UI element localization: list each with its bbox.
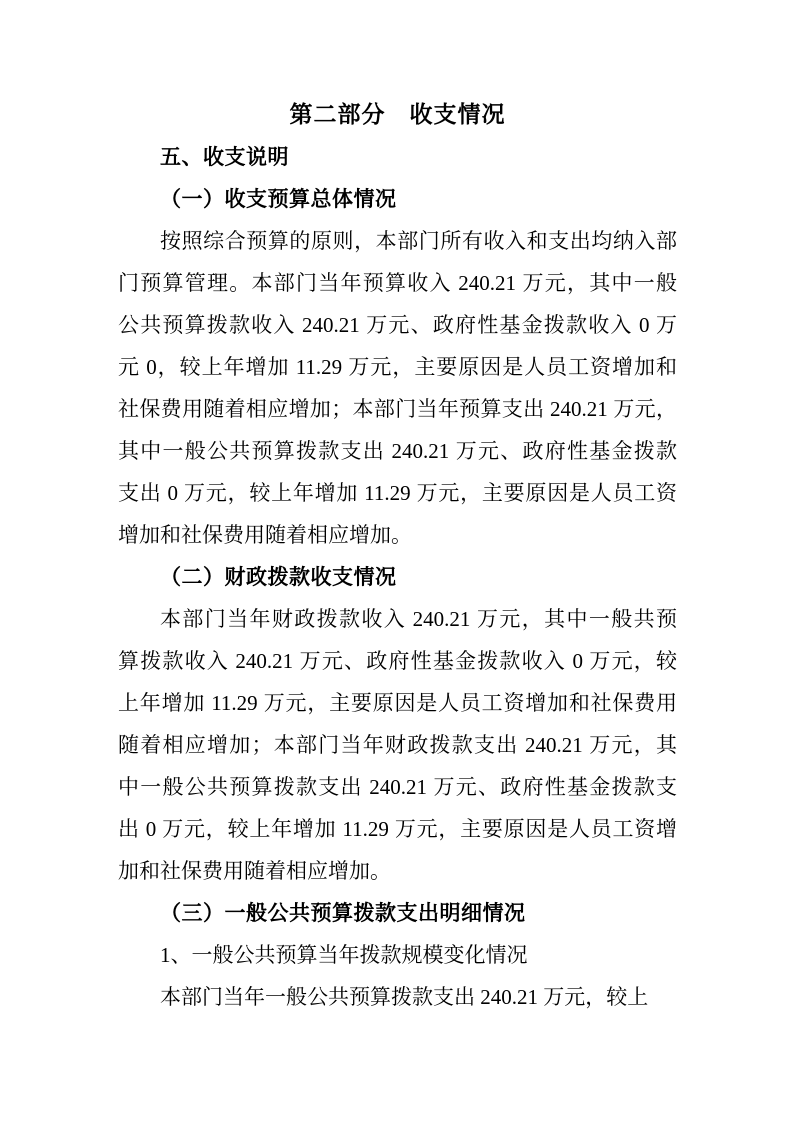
paragraph-line: 出 0 万元，较上年增加 11.29 万元，主要原因是人员工资增 bbox=[118, 817, 677, 841]
paragraph-appropriation-scale-change bbox=[118, 976, 677, 1018]
paragraph-line: 随着相应增加；本部门当年财政拨款支出 240.21 万元，其 bbox=[118, 733, 677, 757]
paragraph-line: 其中一般公共预算拨款支出 240.21 万元、政府性基金拨款 bbox=[118, 439, 677, 463]
paragraph-budget-overview bbox=[118, 220, 677, 556]
paragraph-line: 按照综合预算的原则，本部门所有收入和支出均纳入部 bbox=[160, 229, 677, 253]
subheading-fiscal-appropriation: （二）财政拨款收支情况 bbox=[160, 565, 397, 589]
doc-title: 第二部分 收支情况 bbox=[289, 102, 506, 127]
paragraph-line: 加和社保费用随着相应增加。 bbox=[118, 859, 391, 883]
subheading-budget-overview: （一）收支预算总体情况 bbox=[160, 187, 397, 211]
section-heading-income-expense-notes: 五、收支说明 bbox=[160, 145, 289, 169]
paragraph-fiscal-appropriation bbox=[118, 598, 677, 892]
paragraph-line: 算拨款收入 240.21 万元、政府性基金拨款收入 0 万元，较 bbox=[118, 649, 677, 673]
paragraph-line: 上年增加 11.29 万元，主要原因是人员工资增加和社保费用 bbox=[118, 691, 677, 715]
subheading-public-budget-expense-detail: （三）一般公共预算拨款支出明细情况 bbox=[160, 901, 526, 925]
paragraph-line: 增加和社保费用随着相应增加。 bbox=[118, 523, 412, 547]
paragraph-line: 支出 0 万元，较上年增加 11.29 万元，主要原因是人员工资 bbox=[118, 481, 677, 505]
paragraph-line: 社保费用随着相应增加；本部门当年预算支出 240.21 万元， bbox=[118, 397, 677, 421]
paragraph-line: 元 0，较上年增加 11.29 万元，主要原因是人员工资增加和 bbox=[118, 355, 677, 379]
paragraph-line: 本部门当年一般公共预算拨款支出 240.21 万元，较上 bbox=[160, 985, 649, 1009]
paragraph-line: 本部门当年财政拨款收入 240.21 万元，其中一般共预 bbox=[160, 607, 677, 631]
paragraph-line: 中一般公共预算拨款支出 240.21 万元、政府性基金拨款支 bbox=[118, 775, 677, 799]
paragraph-line: 门预算管理。本部门当年预算收入 240.21 万元，其中一般 bbox=[118, 271, 677, 295]
numbered-subheading-appropriation-scale-change: 1、一般公共预算当年拨款规模变化情况 bbox=[160, 943, 528, 967]
paragraph-line: 公共预算拨款收入 240.21 万元、政府性基金拨款收入 0 万 bbox=[118, 313, 677, 337]
